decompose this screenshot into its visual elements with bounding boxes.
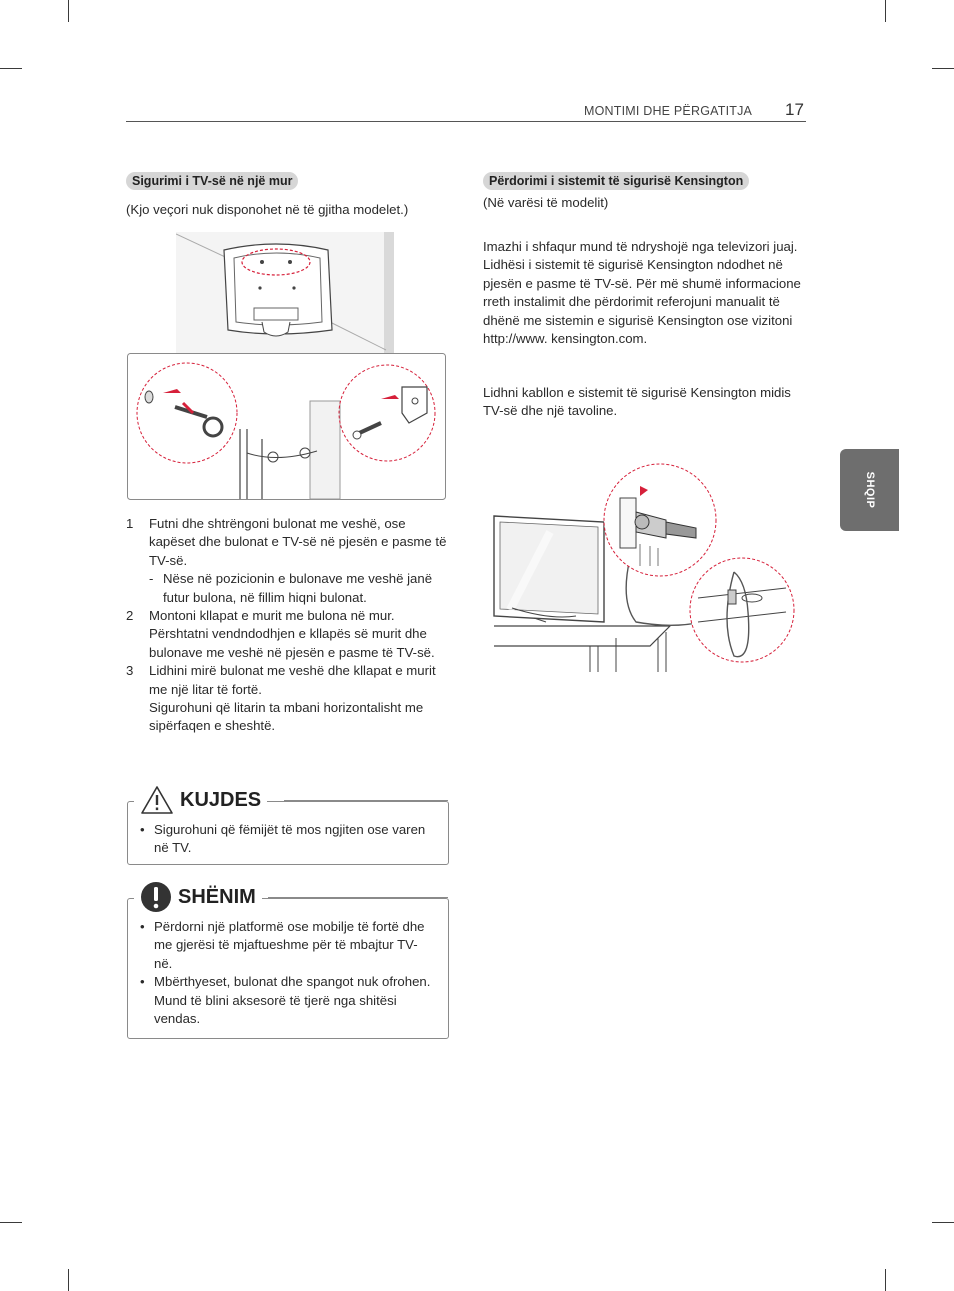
step-text: Montoni kllapat e murit me bulona në mur. Përshtatni vendndodhjen e kllapës së murit dhe bulonave me veshë në pjesën e pasme të TV-së. (149, 608, 435, 660)
bullet-mark: • (140, 919, 145, 934)
kensington-heading: Përdorimi i sistemit të sigurisë Kensington (483, 172, 749, 190)
caution-item (140, 821, 430, 858)
bullet-mark: • (140, 974, 145, 990)
caution-title-rule (284, 800, 448, 801)
note-header (134, 878, 262, 916)
wall-mount-note: (Kjo veçori nuk disponohet në të gjitha modelet.) (126, 202, 409, 217)
tv-back-illustration (176, 232, 394, 355)
crop-mark (68, 1269, 69, 1291)
crop-mark (932, 68, 954, 69)
exclamation-circle-icon (140, 881, 172, 913)
step-sub-text: Nëse në pozicionin e bulonave me veshë janë futur bulona, në fillim hiqni bulonat. (163, 571, 433, 605)
kensington-note: (Në varësi të modelit) (483, 195, 609, 210)
kensington-paragraph-1: Imazhi i shfaqur mund të ndryshojë nga televizori juaj. Lidhësi i sistemit të sigurisë Kensington ndodhet në pjesën e pasme të TV-së. Për më shumë informacione rreth instalimit dhe përdorimit referojuni manualit të dhënë me sistemin e sigurisë Kensington ose vizitoni http://www. kensington.com. (483, 239, 801, 347)
kensington-paragraph-2: Lidhni kabllon e sistemit të sigurisë Kensington midis TV-së dhe një tavoline. (483, 385, 791, 419)
language-tab-label: SHQIP (863, 471, 876, 509)
crop-mark (885, 1269, 886, 1291)
page-number: 17 (785, 100, 804, 119)
crop-mark (68, 0, 69, 22)
step-text: Futni dhe shtrëngoni bulonat me veshë, ose kapëset dhe bulonat e TV-së në pjesën e pasme të TV-së. (149, 516, 447, 568)
step-number: 3 (126, 663, 134, 679)
header-divider (126, 121, 806, 122)
warning-triangle-icon (140, 785, 174, 815)
wall-hardware-illustration (127, 353, 446, 500)
crop-mark (932, 1222, 954, 1223)
crop-mark (0, 68, 22, 69)
note-list (140, 918, 432, 1028)
caution-title: KUJDES (180, 788, 262, 811)
caution-item-text: Sigurohuni që fëmijët të mos ngjiten ose varen në TV. (154, 822, 426, 856)
note-item (140, 918, 432, 973)
step-extra-text: Sigurohuni që litarin ta mbani horizontalisht me sipërfaqen e sheshtë. (149, 700, 424, 734)
section-title: MONTIMI DHE PËRGATITJA (584, 104, 753, 118)
caution-list (140, 821, 430, 858)
caution-header (134, 782, 267, 818)
note-item-text: Mbërthyeset, bulonat dhe spangot nuk ofrohen. Mund të blini aksesorë të tjerë nga shitësi vendas. (154, 974, 431, 1027)
language-tab (840, 449, 899, 531)
step-item (126, 515, 451, 607)
step-sub-item (149, 570, 451, 607)
step-item (126, 662, 451, 736)
wall-mount-steps (126, 515, 451, 736)
note-title-rule (268, 897, 448, 898)
wall-mount-heading: Sigurimi i TV-së në një mur (126, 172, 298, 190)
step-number: 1 (126, 516, 134, 531)
bullet-mark: • (140, 822, 145, 837)
step-text: Lidhini mirë bulonat me veshë dhe kllapat e murit me një litar të fortë. (149, 663, 436, 697)
crop-mark (885, 0, 886, 22)
note-item-text: Përdorni një platformë ose mobilje të fortë dhe me gjerësi të mjaftueshme për të mbajtur TV-në. (154, 919, 425, 971)
crop-mark (0, 1222, 22, 1223)
step-number: 2 (126, 608, 134, 624)
note-item (140, 973, 432, 1028)
note-title: SHËNIM (178, 885, 256, 908)
kensington-lock-illustration (490, 462, 796, 672)
step-item (126, 607, 451, 662)
step-sub-dash: - (149, 571, 154, 587)
